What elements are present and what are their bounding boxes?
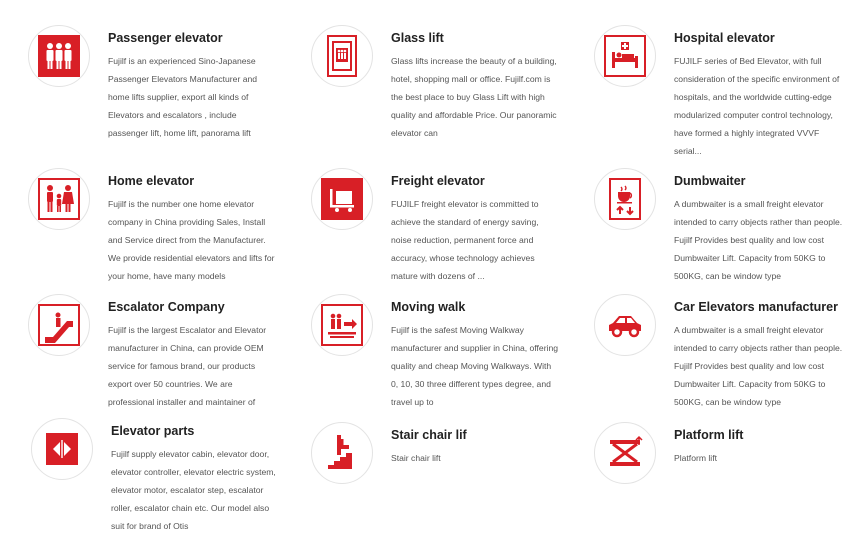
product-title[interactable]: Car Elevators manufacturer <box>674 300 838 314</box>
product-title[interactable]: Freight elevator <box>391 174 485 188</box>
product-title[interactable]: Hospital elevator <box>674 31 775 45</box>
product-title[interactable]: Stair chair lif <box>391 428 467 442</box>
product-description: Fujilf is an experienced Sino-Japanese Passenger Elevators Manufacturer and home lifts supplier, export all kinds of Elevators and escalators , include passenger lift, home lift, panorama lift <box>108 56 258 138</box>
product-title[interactable]: Escalator Company <box>108 300 225 314</box>
dumbwaiter-icon[interactable] <box>594 168 656 230</box>
platform-lift-icon[interactable] <box>594 422 656 484</box>
product-description: Fujilf supply elevator cabin, elevator door, elevator controller, elevator electric system, elevator motor, escalator step, escalator roller, escalator chain etc. Our model also suit for brand of Otis <box>111 449 276 531</box>
product-title[interactable]: Elevator parts <box>111 424 195 438</box>
product-description: Platform lift <box>674 453 717 463</box>
product-description: Fujilf is the largest Escalator and Elevator manufacturer in China, can provide OEM service for famous brand, our products export over 50 countries. We are professional installer and maintainer of <box>108 325 267 407</box>
product-description: A dumbwaiter is a small freight elevator intended to carry objects rather than people. Fujilf Provides best quality and low cost Dumbwaiter Lift. Capacity from 50KG to 500KG, can be window type <box>674 199 843 281</box>
escalator-icon[interactable] <box>28 294 90 356</box>
passenger-elevator-icon[interactable] <box>28 25 90 87</box>
car-icon[interactable] <box>594 294 656 356</box>
moving-walk-icon[interactable] <box>311 294 373 356</box>
product-title[interactable]: Glass lift <box>391 31 444 45</box>
product-title[interactable]: Moving walk <box>391 300 466 314</box>
freight-cart-icon[interactable] <box>311 168 373 230</box>
product-title[interactable]: Dumbwaiter <box>674 174 746 188</box>
product-title[interactable]: Platform lift <box>674 428 744 442</box>
product-description: Stair chair lift <box>391 453 441 463</box>
stair-chair-icon[interactable] <box>311 422 373 484</box>
elevator-parts-icon[interactable] <box>31 418 93 480</box>
product-title[interactable]: Passenger elevator <box>108 31 223 45</box>
product-description: A dumbwaiter is a small freight elevator intended to carry objects rather than people. Fujilf Provides best quality and low cost Dumbwaiter Lift. Capacity from 50KG to 500KG, can be window type <box>674 325 843 407</box>
family-icon[interactable] <box>28 168 90 230</box>
product-description: FUJILF freight elevator is committed to achieve the standard of energy saving, noise reduction, permanent force and accuracy, whose technology achieves mature with dozens of ... <box>391 199 539 281</box>
product-description: Fujilf is the safest Moving Walkway manufacturer and supplier in China, offering quality and cheap Moving Walkways. With 0, 10, 30 three different types degree, and travel up to <box>391 325 559 407</box>
product-title[interactable]: Home elevator <box>108 174 195 188</box>
glass-lift-icon[interactable] <box>311 25 373 87</box>
product-description: Glass lifts increase the beauty of a building, hotel, shopping mall or office. Fujilf.com is the best place to buy Glass Lift with high quality and affordable Price. Our panoramic elevator can <box>391 56 557 138</box>
product-description: FUJILF series of Bed Elevator, with full consideration of the specific environment of hospitals, and the worldwide cutting-edge modularized computer control technology, have formed a highly integrated VVVF serial... <box>674 56 840 156</box>
hospital-bed-icon[interactable] <box>594 25 656 87</box>
product-description: Fujilf is the number one home elevator company in China providing Sales, Install and Service direct from the Manufacturer. We provide residential elevators and lifts for your home, have many models <box>108 199 275 281</box>
